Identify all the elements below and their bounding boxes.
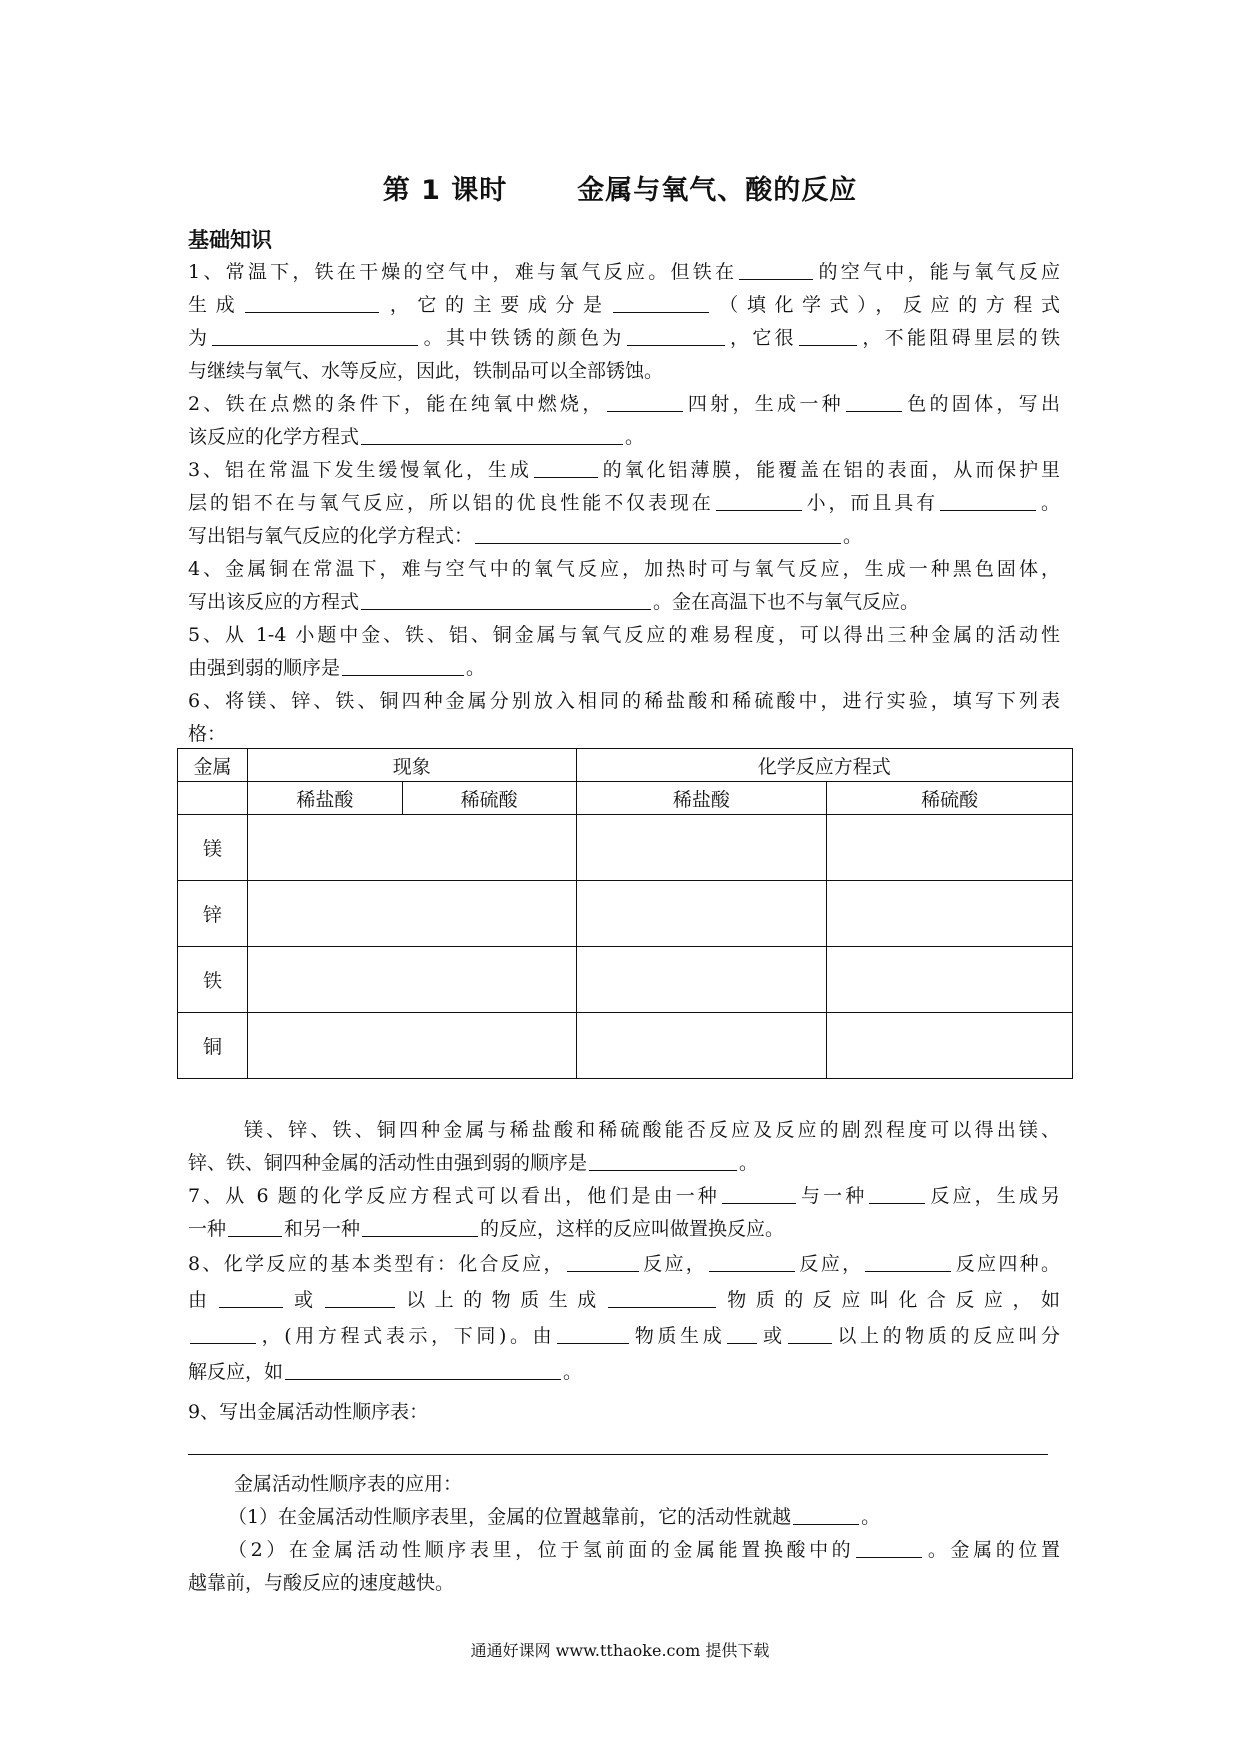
question-6 <box>188 685 1060 751</box>
subheader-equation-h2so4: 稀硫酸 <box>827 782 1073 815</box>
q8-line-2: 由 或 以上的物质生成 物质的反应叫化合反应，如 <box>188 1282 1060 1318</box>
page-title <box>0 168 1240 207</box>
q6-line-2: 格： <box>188 723 227 745</box>
q3-line-3: 写出铝与氧气反应的化学方程式： 。 <box>188 520 1060 553</box>
lesson-number: 第 1 课时 <box>382 175 508 206</box>
equation-hcl-cell[interactable] <box>576 881 827 947</box>
question-4 <box>188 553 1060 619</box>
q6-line-1: 6、将镁、锌、铁、铜四种金属分别放入相同的稀盐酸和稀硫酸中，进行实验，填写下列表 <box>188 690 1060 712</box>
table-row <box>178 815 1073 881</box>
equation-hcl-cell[interactable] <box>576 815 827 881</box>
q1-line-1: 1、常温下，铁在干燥的空气中，难与氧气反应。但铁在 的空气中，能与氧气反应 <box>188 256 1060 289</box>
after-table-line-2: 锌、铁、铜四种金属的活动性由强到弱的顺序是 。 <box>188 1147 1060 1180</box>
question-7 <box>188 1180 1060 1246</box>
metal-cell: 锌 <box>178 881 248 947</box>
metal-cell: 镁 <box>178 815 248 881</box>
answer-blank[interactable] <box>716 488 802 511</box>
equation-h2so4-cell[interactable] <box>827 881 1073 947</box>
question-3 <box>188 454 1060 553</box>
application-2-continued: 越靠前，与酸反应的速度越快。 <box>188 1572 455 1594</box>
answer-blank[interactable] <box>361 587 651 610</box>
answer-blank[interactable] <box>608 1285 716 1308</box>
answer-blank[interactable] <box>739 257 813 280</box>
question-9 <box>188 1396 1060 1429</box>
phenomenon-cell[interactable] <box>247 815 576 881</box>
q2-line-1: 2、铁在点燃的条件下，能在纯氧中燃烧， 四射，生成一种 色的固体，写出 <box>188 388 1060 421</box>
phenomenon-cell[interactable] <box>247 1013 576 1079</box>
table-row <box>178 947 1073 1013</box>
answer-blank[interactable] <box>793 1502 859 1525</box>
answer-blank[interactable] <box>940 488 1036 511</box>
table-header-row <box>178 749 1073 782</box>
answer-blank[interactable] <box>727 1321 757 1344</box>
q7-line-1: 7、从 6 题的化学反应方程式可以看出，他们是由一种 与一种 反应，生成另 <box>188 1180 1060 1213</box>
answer-blank[interactable] <box>856 1535 922 1558</box>
answer-blank[interactable] <box>722 1181 796 1204</box>
subheader-equation-hcl: 稀盐酸 <box>576 782 827 815</box>
activity-series-applications <box>188 1468 1060 1600</box>
answer-blank[interactable] <box>557 1321 629 1344</box>
application-2: （2）在金属活动性顺序表里，位于氢前面的金属能置换酸中的 。金属的位置 <box>188 1534 1060 1567</box>
header-phenomenon: 现象 <box>247 749 576 782</box>
answer-blank[interactable] <box>212 323 418 346</box>
answer-blank[interactable] <box>219 1285 283 1308</box>
phenomenon-cell[interactable] <box>247 947 576 1013</box>
answer-blank[interactable] <box>285 1357 561 1380</box>
answer-blank[interactable] <box>846 389 902 412</box>
table-row <box>178 1013 1073 1079</box>
answer-blank[interactable] <box>589 1148 737 1171</box>
answer-blank[interactable] <box>869 1181 925 1204</box>
answer-blank[interactable] <box>342 653 464 676</box>
q8-line-4: 解反应，如 。 <box>188 1354 1060 1390</box>
q8-line-1: 8、化学反应的基本类型有：化合反应， 反应， 反应， 反应四种。 <box>188 1246 1060 1282</box>
applications-title: 金属活动性顺序表的应用： <box>234 1473 463 1495</box>
header-metal: 金属 <box>178 749 248 782</box>
q1-line-3: 为 。其中铁锈的颜色为 ，它很 ，不能阻碍里层的铁 <box>188 322 1060 355</box>
question-2 <box>188 388 1060 454</box>
q1-line-4: 与继续与氧气、水等反应，因此，铁制品可以全部锈蚀。 <box>188 360 664 382</box>
answer-blank[interactable] <box>865 1249 951 1272</box>
q3-line-1: 3、铝在常温下发生缓慢氧化，生成 的氧化铝薄膜，能覆盖在铝的表面，从而保护里 <box>188 454 1060 487</box>
section-heading: 基础知识 <box>188 228 272 252</box>
metal-cell: 铁 <box>178 947 248 1013</box>
q1-line-2: 生成 ，它的主要成分是 （填化学式），反应的方程式 <box>188 289 1060 322</box>
answer-blank[interactable] <box>799 323 857 346</box>
activity-order-paragraph <box>188 1114 1060 1180</box>
q9-line-1: 9、写出金属活动性顺序表： <box>188 1401 429 1423</box>
answer-blank[interactable] <box>567 1249 639 1272</box>
q8-line-3: ，(用方程式表示，下同)。由 物质生成 或 以上的物质的反应叫分 <box>188 1318 1060 1354</box>
answer-blank[interactable] <box>245 290 379 313</box>
subheader-phenomenon-hcl: 稀盐酸 <box>247 782 402 815</box>
table-subheader-row <box>178 782 1073 815</box>
q5-line-1: 5、从 1-4 小题中金、铁、铝、铜金属与氧气反应的难易程度，可以得出三种金属的活动性 <box>188 624 1060 646</box>
header-equation: 化学反应方程式 <box>576 749 1072 782</box>
question-8 <box>188 1246 1060 1390</box>
answer-blank[interactable] <box>190 1321 256 1344</box>
lesson-topic: 金属与氧气、酸的反应 <box>577 175 858 206</box>
question-5 <box>188 619 1060 685</box>
answer-blank[interactable] <box>627 323 725 346</box>
phenomenon-cell[interactable] <box>247 881 576 947</box>
answer-blank[interactable] <box>475 521 841 544</box>
answer-blank[interactable] <box>361 422 623 445</box>
reaction-table <box>177 748 1073 1079</box>
answer-blank[interactable] <box>613 290 709 313</box>
equation-h2so4-cell[interactable] <box>827 815 1073 881</box>
equation-h2so4-cell[interactable] <box>827 947 1073 1013</box>
equation-hcl-cell[interactable] <box>576 947 827 1013</box>
answer-blank[interactable] <box>534 455 598 478</box>
after-table-line-1: 镁、锌、铁、铜四种金属与稀盐酸和稀硫酸能否反应及反应的剧烈程度可以得出镁、 <box>244 1119 1060 1141</box>
answer-blank[interactable] <box>325 1285 395 1308</box>
answer-blank[interactable] <box>228 1214 282 1237</box>
activity-series-answer-line[interactable] <box>188 1454 1048 1455</box>
q4-line-1: 4、金属铜在常温下，难与空气中的氧气反应，加热时可与氧气反应，生成一种黑色固体， <box>188 558 1060 580</box>
subheader-empty <box>178 782 248 815</box>
page-footer: 通通好课网 www.tthaoke.com 提供下载 <box>470 1641 770 1660</box>
answer-blank[interactable] <box>709 1249 795 1272</box>
equation-hcl-cell[interactable] <box>576 1013 827 1079</box>
q2-line-2: 该反应的化学方程式 。 <box>188 421 1060 454</box>
question-1 <box>188 256 1060 388</box>
q7-line-2: 一种 和另一种 的反应，这样的反应叫做置换反应。 <box>188 1213 1060 1246</box>
answer-blank[interactable] <box>788 1321 832 1344</box>
q4-line-2: 写出该反应的方程式 。金在高温下也不与氧气反应。 <box>188 586 1060 619</box>
subheader-phenomenon-h2so4: 稀硫酸 <box>402 782 576 815</box>
q5-line-2: 由强到弱的顺序是 。 <box>188 652 1060 685</box>
table-row <box>178 881 1073 947</box>
answer-blank[interactable] <box>362 1214 478 1237</box>
equation-h2so4-cell[interactable] <box>827 1013 1073 1079</box>
q3-line-2: 层的铝不在与氧气反应，所以铝的优良性能不仅表现在 小，而且具有 。 <box>188 487 1060 520</box>
answer-blank[interactable] <box>607 389 683 412</box>
application-1: （1）在金属活动性顺序表里，金属的位置越靠前，它的活动性就越 。 <box>188 1501 1060 1534</box>
metal-cell: 铜 <box>178 1013 248 1079</box>
